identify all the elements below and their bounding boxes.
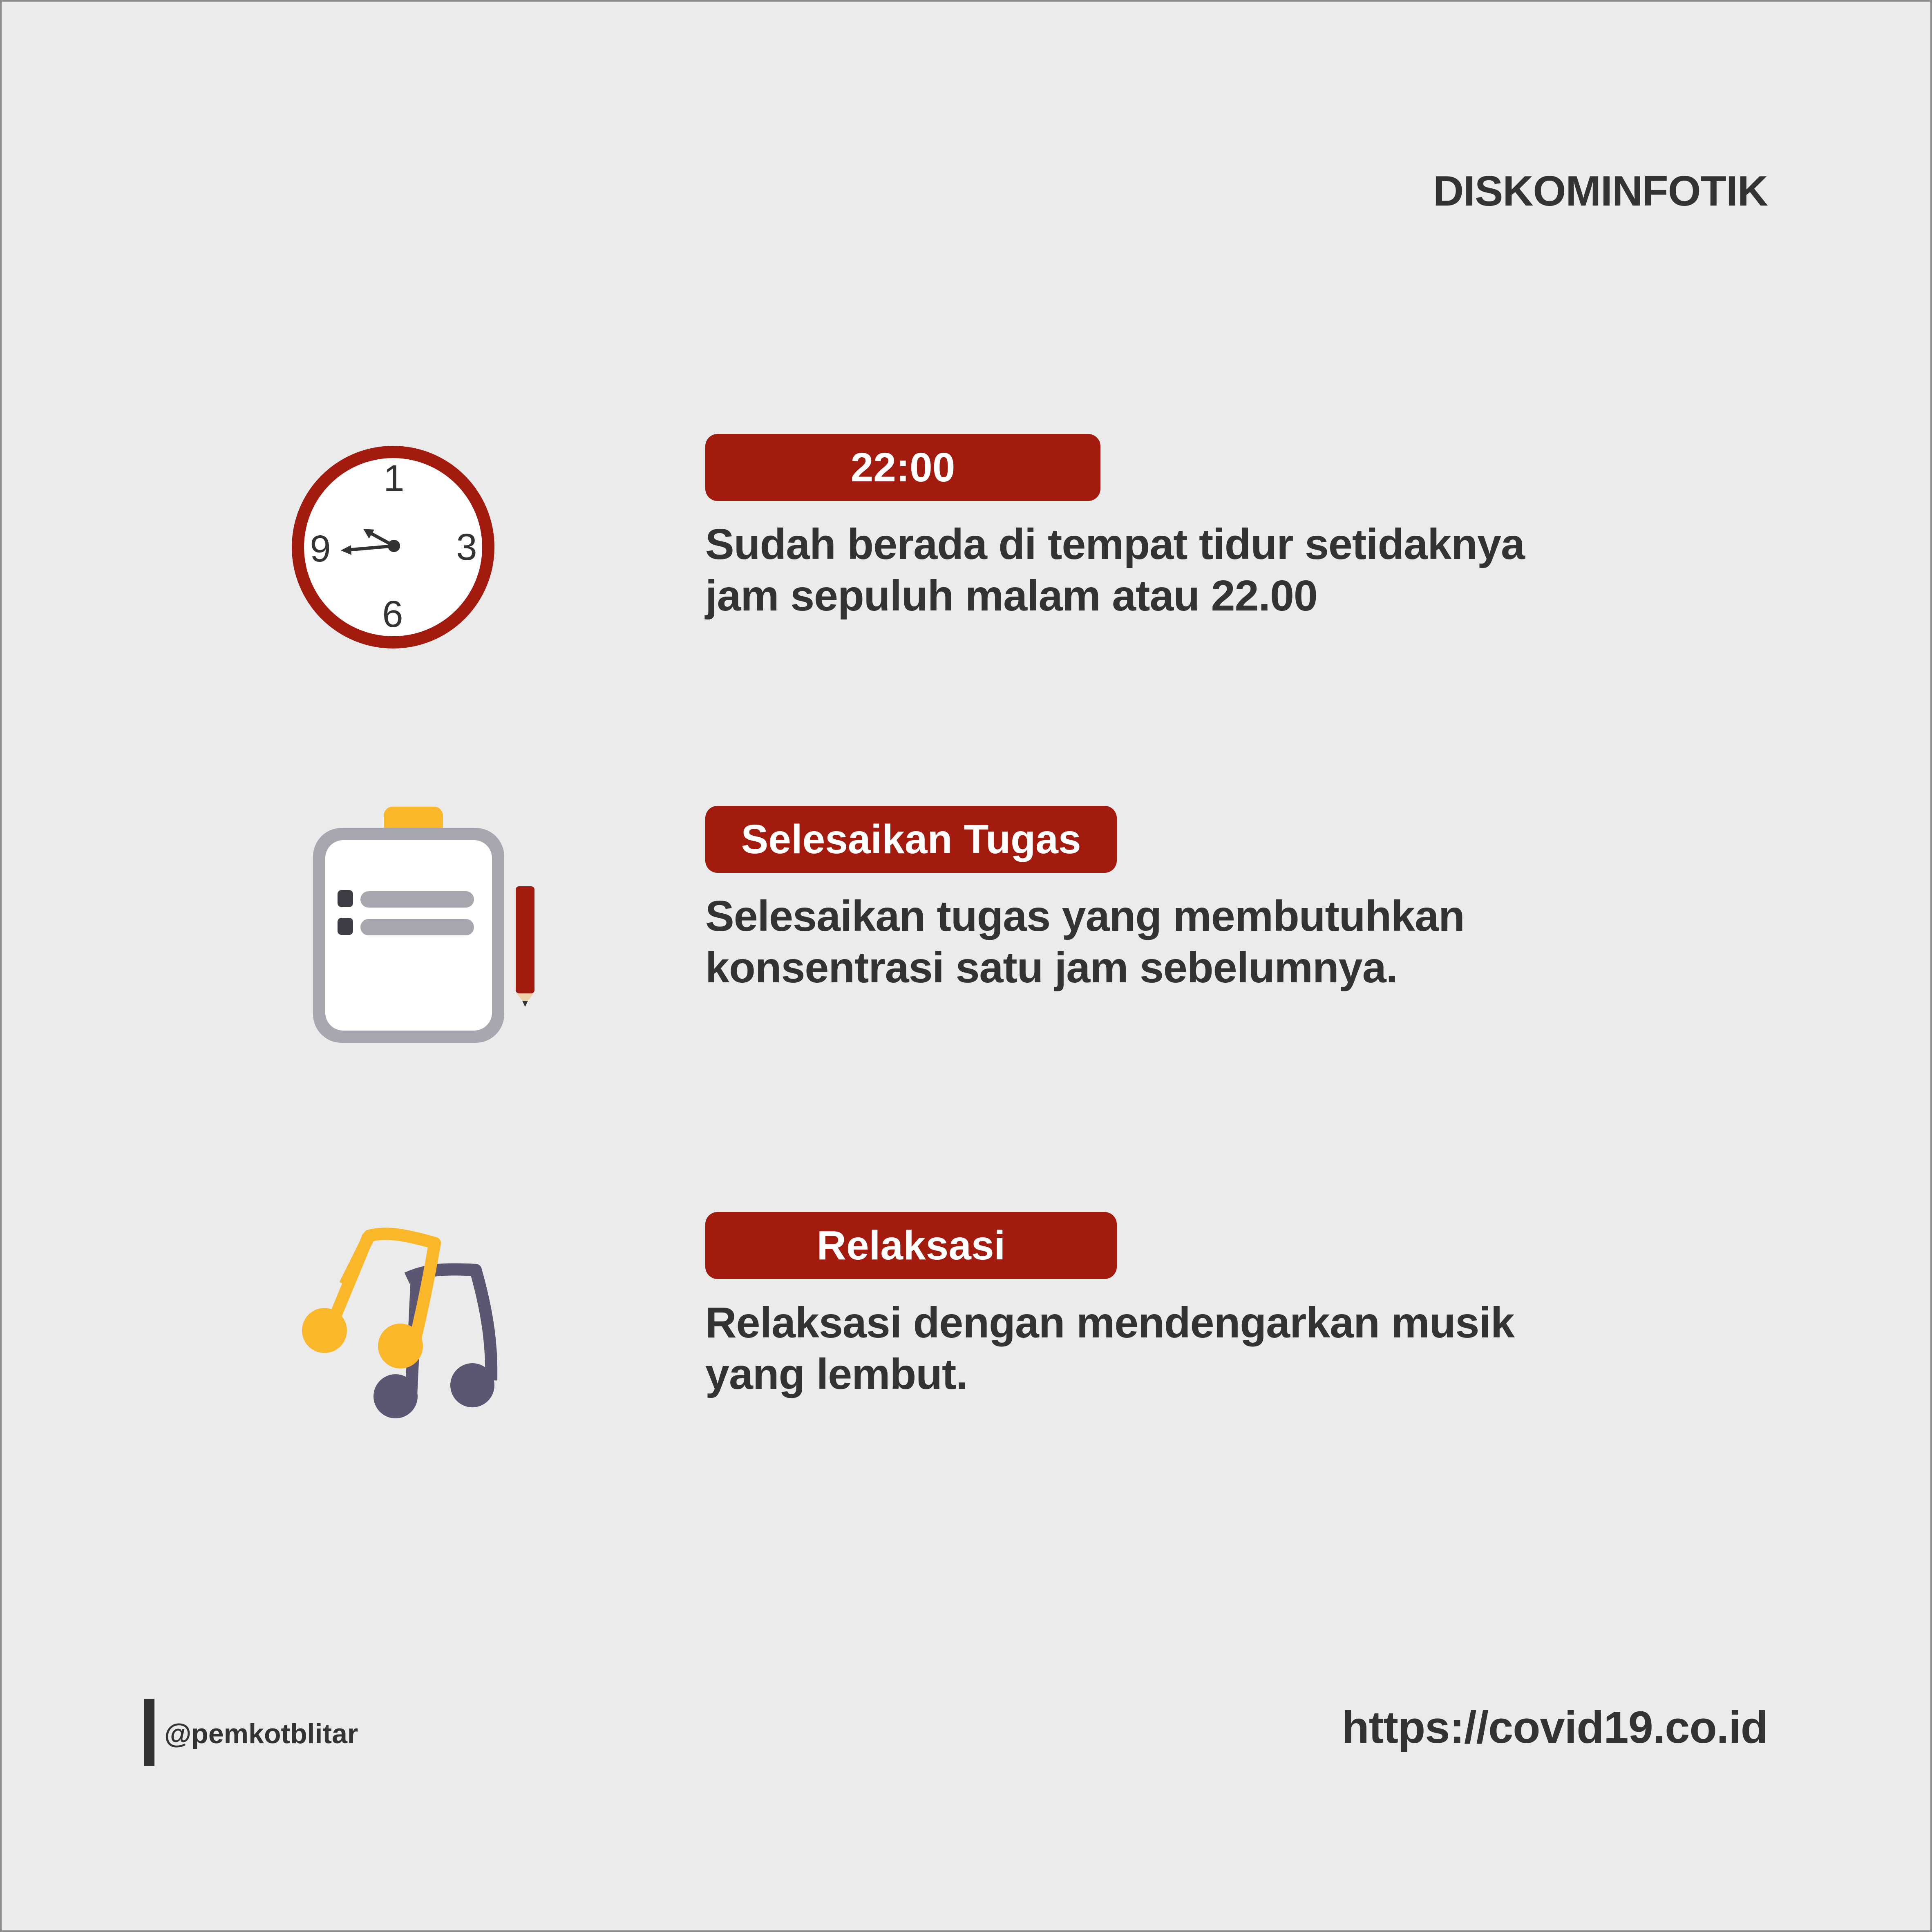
description-line: konsentrasi satu jam sebelumnya. (705, 944, 1398, 992)
clock-number-9: 9 (310, 528, 331, 570)
handle-accent-bar (144, 1699, 154, 1766)
clipboard-icon (308, 803, 545, 1052)
item-description-bedtime (705, 519, 1525, 622)
clock-number-3: 3 (456, 526, 477, 568)
item-description-task (705, 890, 1465, 993)
clock-number-12: 1 (383, 458, 405, 499)
social-handle: @pemkotblitar (164, 1718, 358, 1749)
music-notes-icon (296, 1223, 508, 1428)
badge-relaxation: Relaksasi (705, 1212, 1117, 1279)
website-url: https://covid19.co.id (1342, 1702, 1768, 1753)
description-line: yang lembut. (705, 1350, 968, 1398)
badge-complete-task: Selesaikan Tugas (705, 806, 1117, 873)
badge-time: 22:00 (705, 434, 1100, 501)
description-line: Relaksasi dengan mendengarkan musik (705, 1299, 1514, 1347)
clock-icon (280, 435, 508, 664)
description-line: jam sepuluh malam atau 22.00 (705, 572, 1317, 620)
description-line: Sudah berada di tempat tidur setidaknya (705, 520, 1525, 568)
description-line: Selesaikan tugas yang membutuhkan (705, 892, 1465, 940)
item-description-relax (705, 1297, 1514, 1400)
clock-number-6: 6 (382, 593, 403, 635)
brand-title: DISKOMINFOTIK (1433, 168, 1768, 215)
